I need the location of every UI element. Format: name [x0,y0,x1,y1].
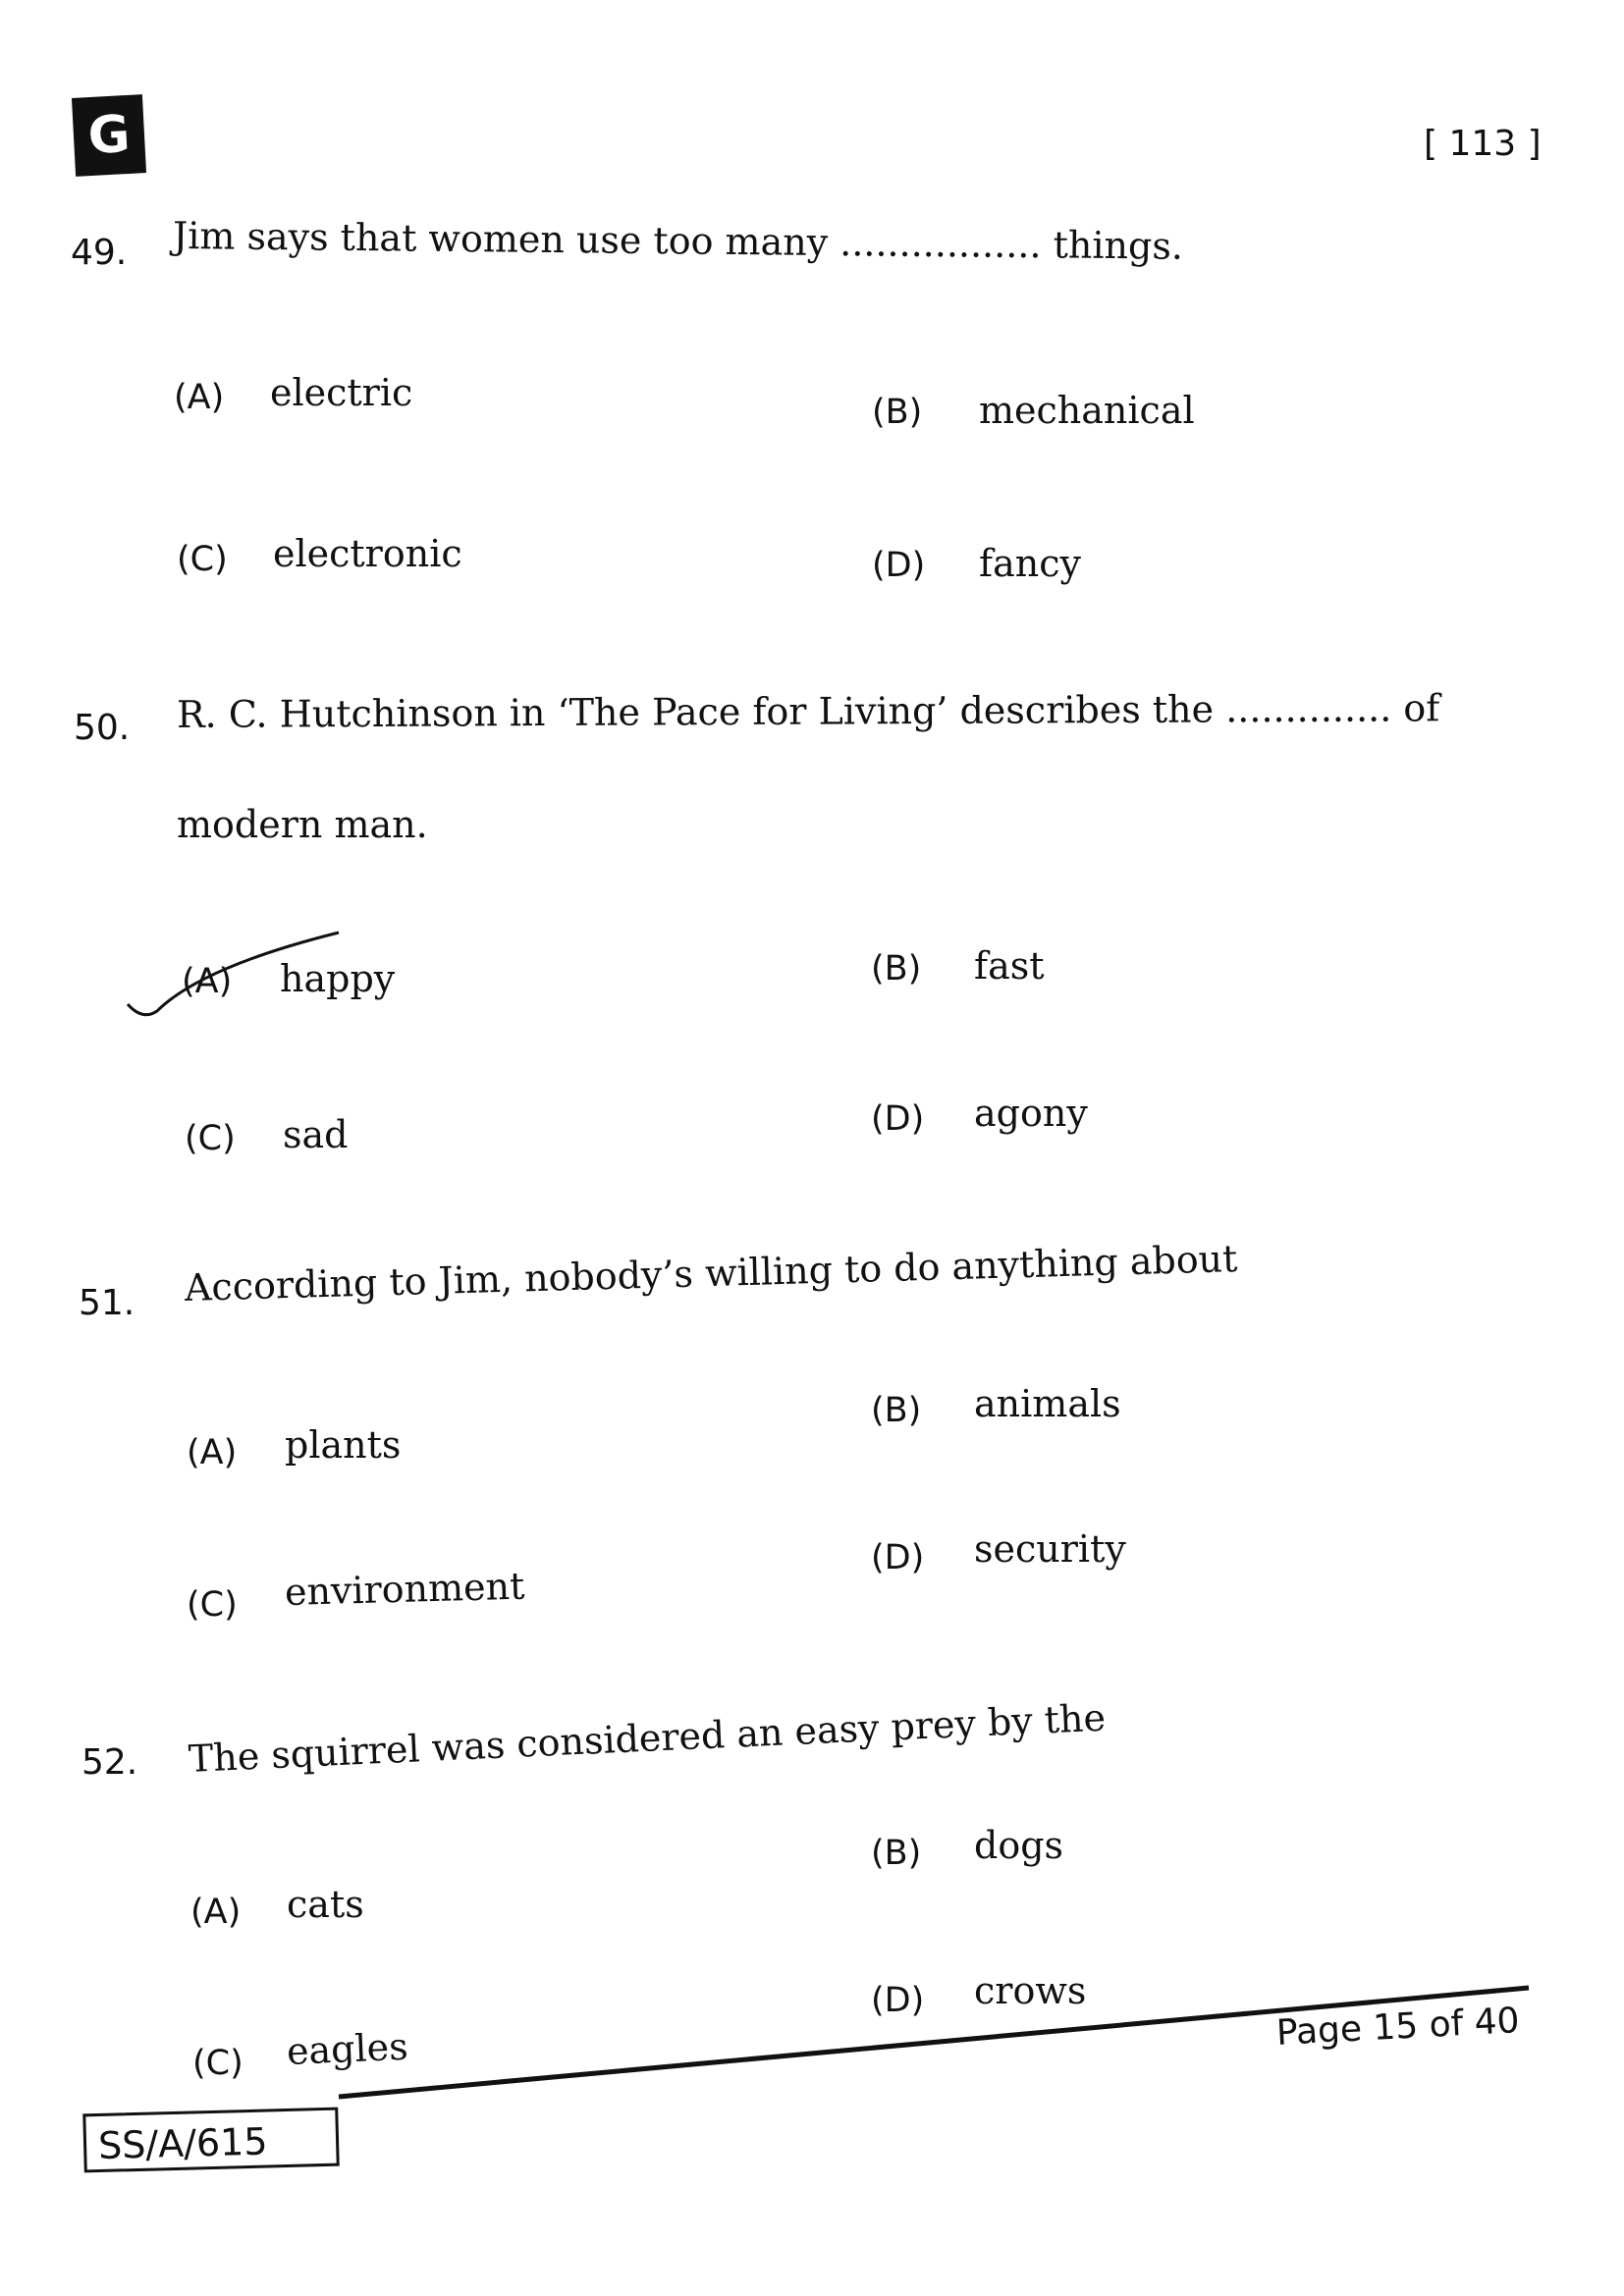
paper-code: SS/A/615 [82,2108,339,2173]
option-text: eagles [286,2024,409,2073]
option-label: (D) [871,1099,925,1139]
option-label: (A) [187,1433,238,1472]
question-number: 52. [81,1742,138,1783]
option-text: security [974,1527,1126,1571]
option-label: (A) [174,378,225,417]
option-label: (C) [177,540,228,579]
option-text: sad [283,1113,349,1156]
option-label: (D) [871,1538,925,1577]
option-text: environment [284,1564,525,1614]
question-text: According to Jim, nobody’s willing to do anything about [184,1237,1238,1309]
option-text: mechanical [979,389,1195,432]
question-number: 50. [74,708,131,748]
option-text: cats [287,1883,364,1926]
question-text: The squirrel was considered an easy prey by the [188,1695,1107,1781]
question-number: 49. [71,233,128,273]
option-text: crows [974,1969,1087,2012]
option-label: (A) [182,962,233,1001]
option-label: (B) [871,1834,922,1873]
option-text: animals [974,1382,1121,1425]
option-label: (A) [190,1893,242,1932]
option-text: electronic [273,532,462,575]
option-text: plants [285,1423,402,1467]
option-text: agony [974,1092,1088,1135]
page-code: [ 113 ] [1424,124,1542,164]
option-text: electric [270,371,413,414]
option-label: (D) [871,1981,925,2020]
option-label: (C) [185,1119,236,1158]
option-label: (C) [192,2044,244,2083]
page-number: Page 15 of 40 [1274,2001,1521,2054]
option-label: (D) [872,546,926,585]
option-text: fancy [979,542,1081,585]
option-label: (C) [187,1585,238,1625]
question-text-continued: modern man. [177,803,428,846]
question-text: R. C. Hutchinson in ‘The Pace for Living’ describes the .............. of [176,686,1440,736]
option-label: (B) [871,1391,922,1430]
option-text: fast [974,944,1045,988]
question-number: 51. [79,1283,135,1323]
option-label: (B) [872,393,923,432]
series-badge: G [72,94,146,177]
option-text: happy [280,957,396,1000]
question-text: Jim says that women use too many ................. things. [172,214,1184,268]
option-label: (B) [871,949,922,988]
option-text: dogs [974,1824,1064,1867]
